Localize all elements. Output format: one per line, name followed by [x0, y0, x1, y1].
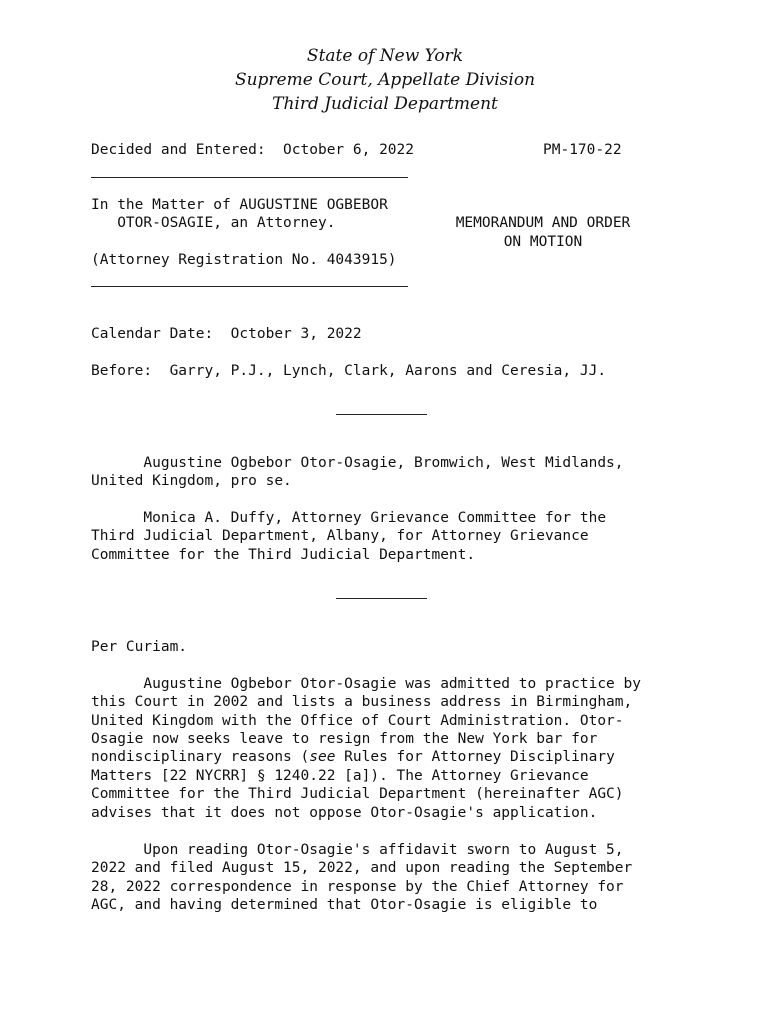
- paragraph-1-line: Committee for the Third Judicial Department (hereinafter AGC): [91, 786, 624, 802]
- paragraph-1-line: Augustine Ogbebor Otor-Osagie was admitted to practice by: [91, 676, 641, 692]
- caption-top-rule: [91, 177, 408, 178]
- section-divider-1: [336, 414, 427, 415]
- citation-lead: nondisciplinary reasons (: [91, 749, 310, 765]
- signal-see: see: [309, 749, 336, 765]
- paragraph-2-line: Upon reading Otor-Osagie's affidavit sworn to August 5,: [91, 842, 624, 858]
- document-title-line1: MEMORANDUM AND ORDER: [455, 215, 631, 231]
- appearance-2-line1: Monica A. Duffy, Attorney Grievance Committee for the: [91, 510, 607, 526]
- court-name-line2: Supreme Court, Appellate Division: [234, 70, 536, 90]
- document-title-line2: ON MOTION: [503, 234, 583, 250]
- appearance-2-line3: Committee for the Third Judicial Department.: [91, 547, 476, 563]
- paragraph-1-line: Osagie now seeks leave to resign from the New York bar for: [91, 731, 598, 747]
- calendar-date: Calendar Date: October 3, 2022: [91, 326, 362, 342]
- appearance-2-line2: Third Judicial Department, Albany, for Attorney Grievance: [91, 528, 589, 544]
- paragraph-2-line: 28, 2022 correspondence in response by the Chief Attorney for: [91, 879, 624, 895]
- paragraph-1-line: [91, 748, 615, 766]
- paragraph-1-line: this Court in 2002 and lists a business address in Birmingham,: [91, 694, 633, 710]
- appearance-1-line1: Augustine Ogbebor Otor-Osagie, Bromwich, West Midlands,: [91, 455, 624, 471]
- per-curiam: Per Curiam.: [91, 639, 188, 655]
- docket-number: PM-170-22: [543, 142, 622, 158]
- paragraph-1-line: Matters [22 NYCRR] § 1240.22 [a]). The Attorney Grievance: [91, 768, 589, 784]
- court-name-line3: Third Judicial Department: [272, 94, 498, 114]
- caption-matter-line2: OTOR-OSAGIE, an Attorney.: [91, 215, 336, 231]
- citation-rest: Rules for Attorney Disciplinary: [335, 749, 615, 765]
- caption-bottom-rule: [91, 286, 408, 287]
- paragraph-2-line: 2022 and filed August 15, 2022, and upon reading the September: [91, 860, 633, 876]
- paragraph-2-line: AGC, and having determined that Otor-Osagie is eligible to: [91, 897, 598, 913]
- appearance-1-line2: United Kingdom, pro se.: [91, 473, 292, 489]
- caption-registration: (Attorney Registration No. 4043915): [91, 252, 397, 268]
- caption-matter-line1: In the Matter of AUGUSTINE OGBEBOR: [91, 197, 388, 213]
- panel-before: Before: Garry, P.J., Lynch, Clark, Aarons and Ceresia, JJ.: [91, 363, 607, 379]
- decided-entered: Decided and Entered: October 6, 2022: [91, 142, 415, 158]
- paragraph-1-line: advises that it does not oppose Otor-Osagie's application.: [91, 805, 598, 821]
- section-divider-2: [336, 598, 427, 599]
- court-name-line1: State of New York: [306, 46, 464, 66]
- paragraph-1-line: United Kingdom with the Office of Court Administration. Otor-: [91, 713, 624, 729]
